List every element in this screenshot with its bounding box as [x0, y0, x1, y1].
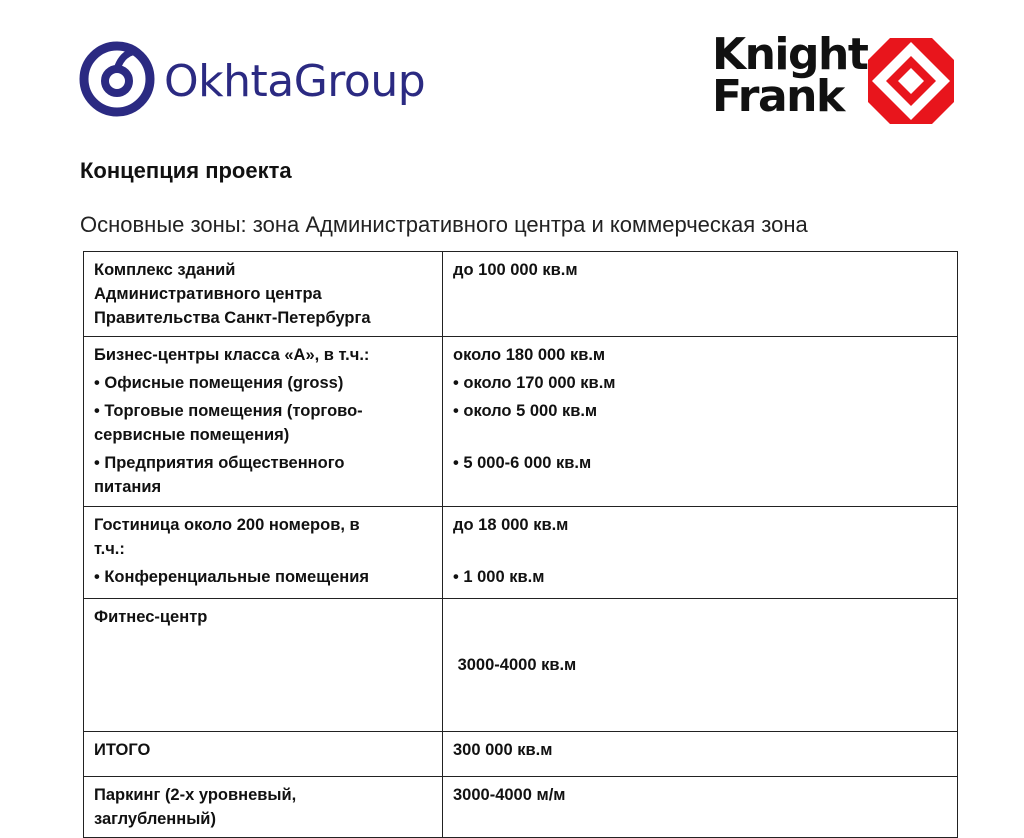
zones-table [83, 251, 958, 838]
zone-cell [84, 507, 443, 599]
area-text: • 1 000 кв.м [453, 568, 545, 586]
zone-cell [84, 599, 443, 732]
zone-cell [84, 732, 443, 777]
zone-text: Бизнес-центры класса «А», в т.ч.: [94, 346, 370, 364]
knight-frank-pattern-icon [868, 38, 954, 124]
table-row [84, 599, 958, 732]
zone-text: питания [94, 478, 162, 496]
table-row [84, 732, 958, 777]
area-text: • около 170 000 кв.м [453, 374, 616, 392]
table-row [84, 507, 958, 599]
zone-text: Фитнес-центр [94, 608, 208, 626]
area-cell [443, 732, 958, 777]
zone-text: ИТОГО [94, 741, 151, 759]
zone-text: сервисные помещения) [94, 426, 290, 444]
zone-text: • Торговые помещения (торгово- [94, 402, 363, 420]
area-text: • 5 000-6 000 кв.м [453, 454, 592, 472]
area-text: 3000-4000 кв.м [453, 656, 577, 674]
zone-cell [84, 777, 443, 838]
zone-cell [84, 252, 443, 337]
knight-frank-wordmark [712, 29, 868, 122]
zone-text: Комплекс зданий [94, 261, 236, 279]
zone-text: Правительства Санкт-Петербурга [94, 309, 371, 327]
zone-text: Паркинг (2-х уровневый, [94, 786, 297, 804]
table-row [84, 252, 958, 337]
zone-text: • Офисные помещения (gross) [94, 374, 344, 392]
okhta-group-wordmark: OkhtaGroup [164, 56, 426, 107]
kf-line-knight: Knight [712, 29, 868, 80]
area-cell [443, 507, 958, 599]
table-row [84, 777, 958, 838]
area-text: 300 000 кв.м [453, 741, 553, 759]
okhta-swirl-icon [78, 40, 156, 118]
area-cell [443, 337, 958, 507]
area-cell [443, 777, 958, 838]
area-text: до 100 000 кв.м [453, 261, 578, 279]
page-title: Концепция проекта [80, 158, 292, 183]
page-subtitle: Основные зоны: зона Административного центра и коммерческая зона [80, 212, 808, 237]
okhta-group-logo [78, 40, 426, 120]
area-text: • около 5 000 кв.м [453, 402, 598, 420]
zone-text: Гостиница около 200 номеров, в [94, 516, 360, 534]
knight-frank-logo [712, 29, 962, 126]
kf-line-frank: Frank [712, 71, 844, 122]
area-cell [443, 252, 958, 337]
area-cell [443, 599, 958, 732]
zone-cell [84, 337, 443, 507]
zone-text: • Предприятия общественного [94, 454, 345, 472]
area-text: около 180 000 кв.м [453, 346, 606, 364]
table-row [84, 337, 958, 507]
zone-text: заглубленный) [94, 810, 216, 828]
area-text: 3000-4000 м/м [453, 786, 566, 804]
zone-text: Административного центра [94, 285, 322, 303]
area-text: до 18 000 кв.м [453, 516, 569, 534]
zone-text: • Конференциальные помещения [94, 568, 370, 586]
zone-text: т.ч.: [94, 540, 125, 558]
